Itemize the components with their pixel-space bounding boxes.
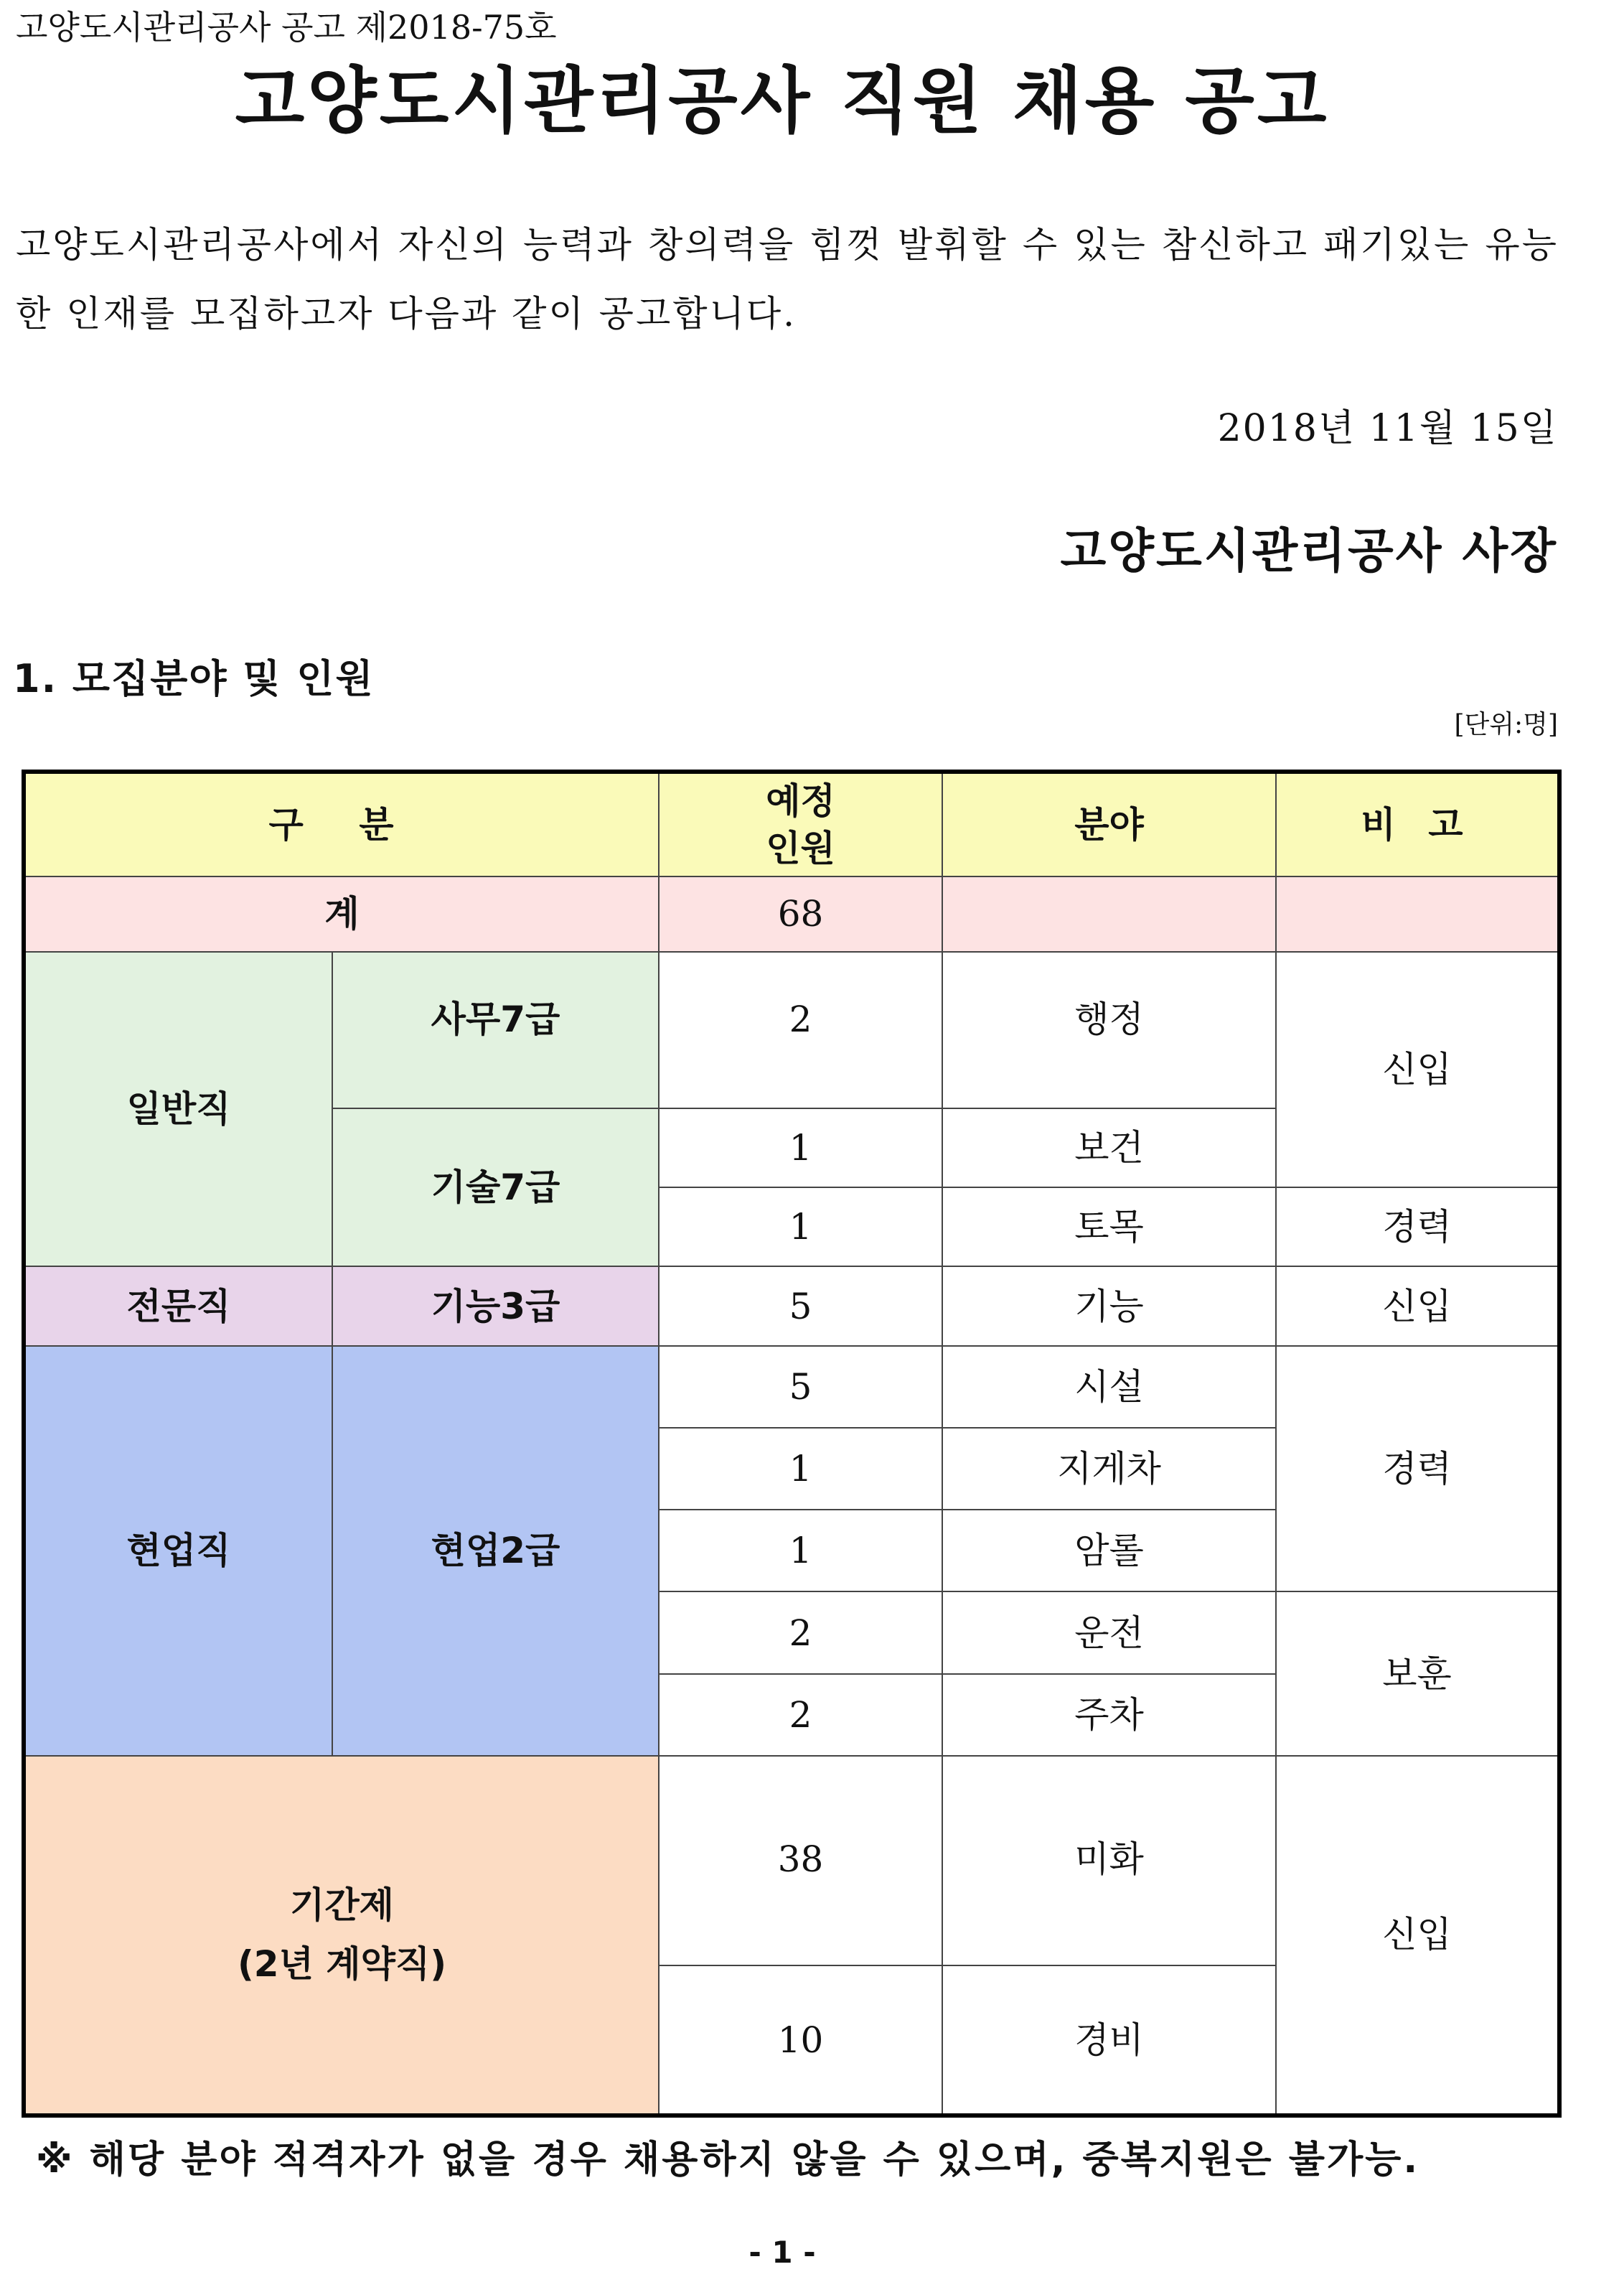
row-count: 2 bbox=[659, 952, 942, 1108]
row-field: 미화 bbox=[942, 1756, 1276, 1966]
row-field: 운전 bbox=[942, 1591, 1276, 1673]
row-field: 행정 bbox=[942, 952, 1276, 1108]
grade-office7: 사무7급 bbox=[332, 952, 659, 1108]
row-remark: 보훈 bbox=[1276, 1591, 1559, 1755]
total-count: 68 bbox=[659, 876, 942, 951]
total-remark-empty bbox=[1276, 876, 1559, 951]
row-count: 1 bbox=[659, 1187, 942, 1266]
row-remark: 경력 bbox=[1276, 1346, 1559, 1592]
row-field: 암롤 bbox=[942, 1510, 1276, 1591]
total-label: 계 bbox=[24, 876, 659, 951]
row-count: 1 bbox=[659, 1428, 942, 1510]
grade-field2: 현업2급 bbox=[332, 1346, 659, 1756]
table-row bbox=[24, 1346, 1559, 1428]
row-count: 1 bbox=[659, 1510, 942, 1591]
row-field: 주차 bbox=[942, 1674, 1276, 1756]
table-header-row bbox=[24, 772, 1559, 876]
row-field: 시설 bbox=[942, 1346, 1276, 1428]
row-field: 보건 bbox=[942, 1108, 1276, 1187]
row-count: 5 bbox=[659, 1266, 942, 1345]
notice-number: 고양도시관리공사 공고 제2018-75호 bbox=[16, 8, 557, 47]
header-field: 분야 bbox=[942, 772, 1276, 876]
recruitment-table bbox=[22, 770, 1562, 2118]
row-field: 기능 bbox=[942, 1266, 1276, 1345]
page-title: 고양도시관리공사 직원 채용 공고 bbox=[235, 59, 1330, 143]
total-field-empty bbox=[942, 876, 1276, 951]
header-count: 예정 인원 bbox=[659, 772, 942, 876]
row-remark: 신입 bbox=[1276, 952, 1559, 1188]
section-title: 1. 모집분야 및 인원 bbox=[13, 656, 375, 701]
row-remark: 신입 bbox=[1276, 1756, 1559, 2115]
row-remark: 신입 bbox=[1276, 1266, 1559, 1345]
table-row bbox=[24, 952, 1559, 1108]
header-remark: 비 고 bbox=[1276, 772, 1559, 876]
page-number: - 1 - bbox=[748, 2235, 816, 2270]
intro-paragraph: 고양도시관리공사에서 자신의 능력과 창의력을 힘껏 발휘할 수 있는 참신하고 패기있는 유능한 인재를 모집하고자 다음과 같이 공고합니다. bbox=[16, 224, 1559, 335]
row-field: 경비 bbox=[942, 1965, 1276, 2115]
row-count: 5 bbox=[659, 1346, 942, 1428]
row-count: 10 bbox=[659, 1965, 942, 2115]
row-count: 38 bbox=[659, 1756, 942, 1966]
row-count: 2 bbox=[659, 1591, 942, 1673]
group-temp: 기간제 (2년 계약직) bbox=[24, 1756, 659, 2115]
row-field: 토목 bbox=[942, 1187, 1276, 1266]
total-row bbox=[24, 876, 1559, 951]
row-count: 2 bbox=[659, 1674, 942, 1756]
signer: 고양도시관리공사 사장 bbox=[1060, 523, 1558, 579]
grade-skill3: 기능3급 bbox=[332, 1266, 659, 1345]
grade-tech7: 기술7급 bbox=[332, 1108, 659, 1266]
row-remark: 경력 bbox=[1276, 1187, 1559, 1266]
group-general: 일반직 bbox=[24, 952, 332, 1267]
header-category: 구 분 bbox=[24, 772, 659, 876]
table-row bbox=[24, 1266, 1559, 1345]
row-count: 1 bbox=[659, 1108, 942, 1187]
unit-label: [단위:명] bbox=[1454, 710, 1558, 739]
group-special: 전문직 bbox=[24, 1266, 332, 1345]
group-field-work: 현업직 bbox=[24, 1346, 332, 1756]
table-row bbox=[24, 1756, 1559, 1966]
notice-date: 2018년 11월 15일 bbox=[1217, 407, 1558, 450]
row-field: 지게차 bbox=[942, 1428, 1276, 1510]
footnote: ※ 해당 분야 적격자가 없을 경우 채용하지 않을 수 있으며, 중복지원은 불가능. bbox=[36, 2138, 1420, 2182]
